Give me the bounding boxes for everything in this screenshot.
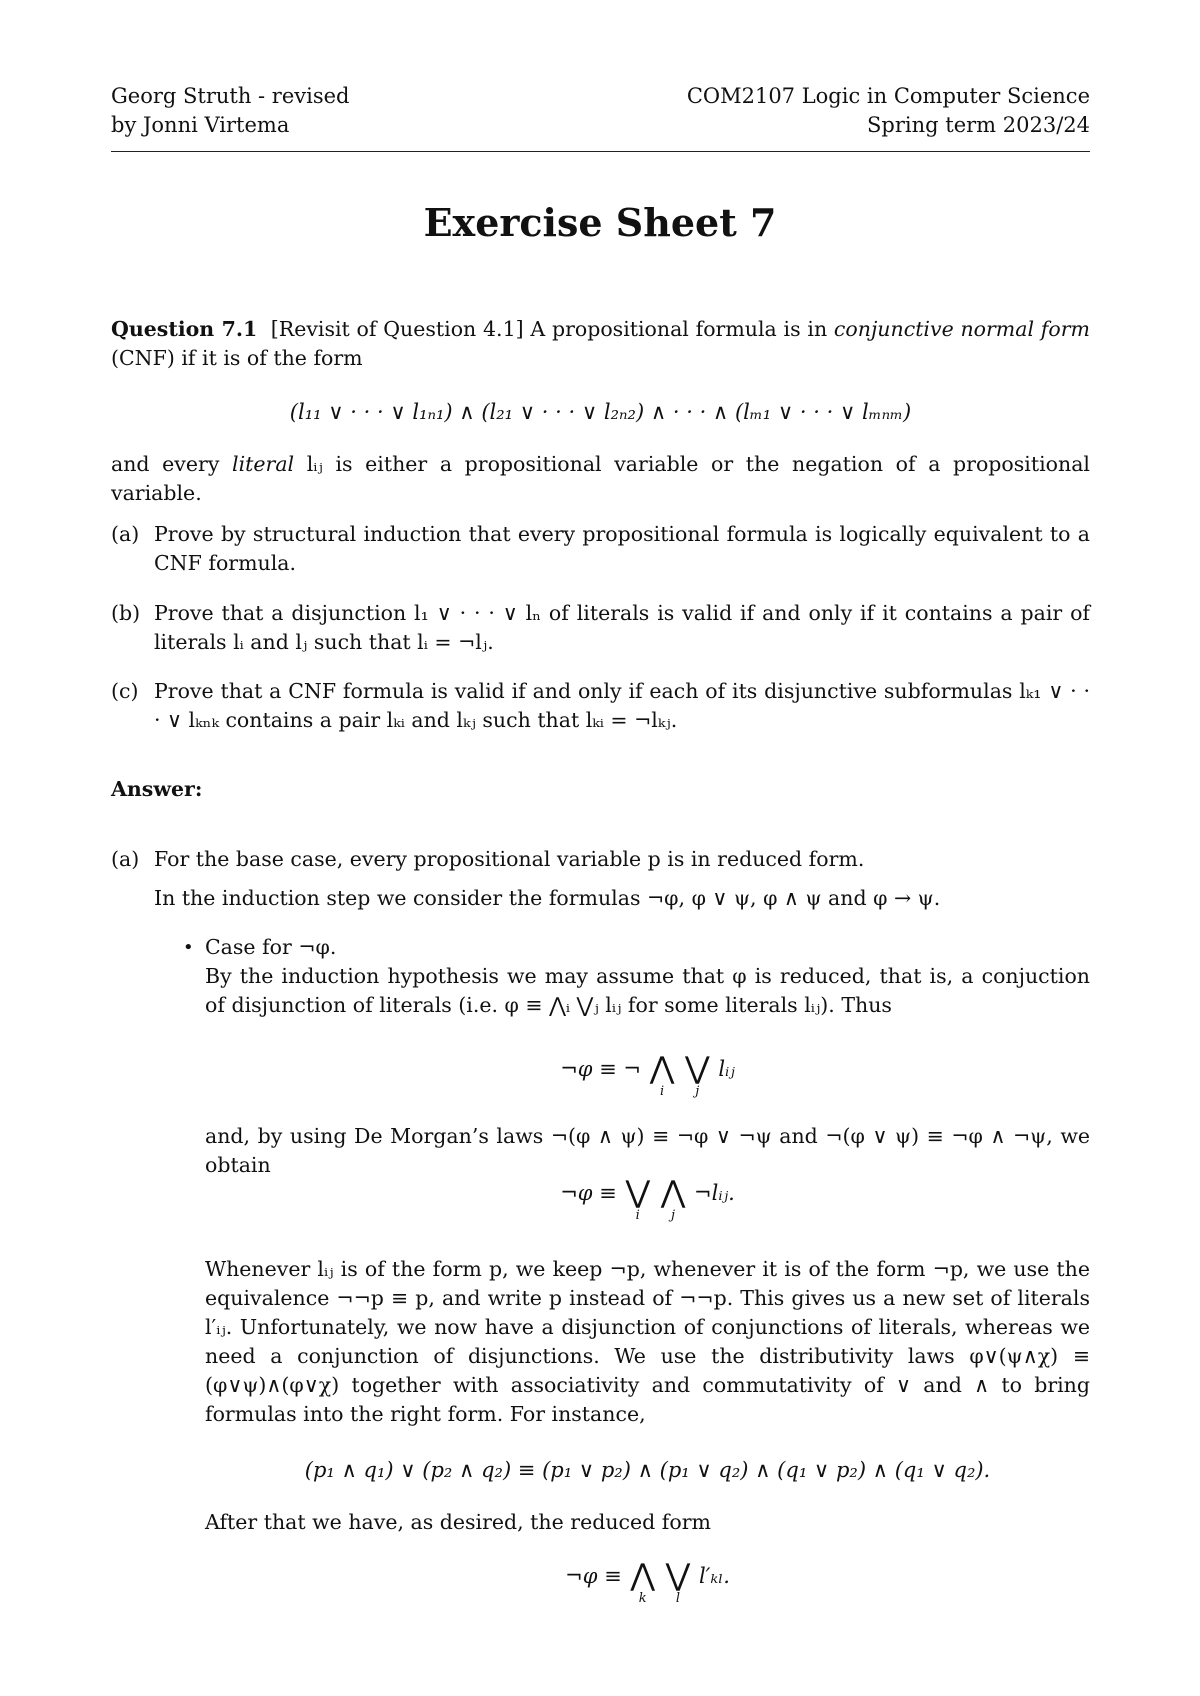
de-morgan-text: and, by using De Morgan’s laws ¬(φ ∧ ψ) ≡ ¬φ ∨ ¬ψ and ¬(φ ∨ ψ) ≡ ¬φ ∧ ¬ψ, we obtain [205, 1124, 1090, 1177]
header-left [111, 82, 350, 140]
eq1-lhs: ¬φ ≡ ¬ [560, 1057, 642, 1081]
whenever-paragraph: Whenever lᵢⱼ is of the form p, we keep ¬p, whenever it is of the form ¬p, we use the equivalence ¬¬p ≡ p, and write p instead of ¬¬p. This gives us a new set of literals l′ᵢⱼ. Unfortunately, we now have a disjunction of conjunctions of literals, whereas we need a conjunction of disjunctions. We use the distributivity laws φ∨(ψ∧χ) ≡ (φ∨ψ)∧(φ∨χ) together with associativity and commutativity of ∨ and ∧ to bring formulas into the right form. For instance, [205, 1257, 1090, 1426]
index-j: j [695, 1084, 700, 1099]
eq1-rhs: lᵢⱼ [718, 1057, 735, 1081]
question-intro-emphasis: conjunctive normal form [833, 317, 1090, 341]
index-l: l [675, 1591, 681, 1606]
big-and-operator [661, 1177, 686, 1223]
part-text: Prove that a CNF formula is valid if and only if each of its disjunctive subformulas lₖ₁ ∨ · · · ∨ lₖₙₖ contains a pair lₖᵢ and lₖⱼ such that lₖᵢ = ¬lₖⱼ. [154, 679, 1090, 732]
question-part-a [111, 520, 1090, 578]
term-line: Spring term 2023/24 [867, 113, 1090, 137]
big-and-symbol: ⋀ [660, 1175, 686, 1210]
eq3-lhs: ¬φ ≡ [565, 1564, 622, 1588]
reviser-line: by Jonni Virtema [111, 113, 290, 137]
part-label: (a) [111, 522, 140, 546]
eq2-lhs: ¬φ ≡ [560, 1181, 617, 1205]
part-label: (a) [111, 847, 140, 871]
header-right [687, 82, 1090, 140]
big-and-symbol: ⋀ [649, 1051, 675, 1086]
big-or-symbol: ⋁ [685, 1051, 710, 1086]
equation-2 [205, 1177, 1090, 1223]
answer-part-a [111, 845, 1090, 874]
part-label: (b) [111, 601, 141, 625]
literal-def-emphasis: literal [232, 452, 295, 476]
part-label: (c) [111, 679, 139, 703]
answer-heading-text: Answer: [111, 777, 203, 801]
big-or-operator [625, 1177, 650, 1223]
index-i: i [635, 1208, 640, 1223]
induction-step-text: In the induction step we consider the formulas ¬φ, φ ∨ ψ, φ ∧ ψ and φ → ψ. [154, 886, 941, 910]
case-title: Case for ¬φ. [205, 935, 337, 959]
author-line: Georg Struth - revised [111, 84, 350, 108]
base-case-text: For the base case, every propositional variable p is in reduced form. [154, 847, 865, 871]
big-or-operator [666, 1560, 691, 1606]
literal-def-b: lᵢⱼ is either a propositional variable or the negation of a propositional variable. [111, 452, 1090, 505]
cnf-form-formula: (l₁₁ ∨ · · · ∨ l₁ₙ₁) ∧ (l₂₁ ∨ · · · ∨ l₂ₙ₂) ∧ · · · ∧ (lₘ₁ ∨ · · · ∨ lₘₙₘ) [289, 400, 912, 424]
literal-definition [111, 450, 1090, 508]
part-text: Prove by structural induction that every propositional formula is logically equivalent to a CNF formula. [154, 522, 1090, 575]
big-or-symbol: ⋁ [665, 1558, 691, 1593]
equation-3 [205, 1560, 1090, 1606]
distributivity-example: (p₁ ∧ q₁) ∨ (p₂ ∧ q₂) ≡ (p₁ ∨ p₂) ∧ (p₁ ∨ q₂) ∧ (q₁ ∨ p₂) ∧ (q₁ ∨ q₂). [304, 1458, 991, 1482]
question-intro [111, 315, 1090, 373]
question-part-c [111, 677, 1090, 735]
index-j: j [671, 1208, 676, 1223]
eq2-rhs: ¬lᵢⱼ. [694, 1181, 735, 1205]
big-and-symbol: ⋀ [630, 1558, 655, 1593]
after-text: After that we have, as desired, the reduced form [205, 1510, 711, 1534]
part-text: Prove that a disjunction l₁ ∨ · · · ∨ lₙ of literals is valid if and only if it contains a pair of literals lᵢ and lⱼ such that lᵢ = ¬lⱼ. [154, 601, 1090, 654]
bullet-icon: • [183, 937, 194, 958]
index-k: k [638, 1591, 647, 1606]
course-line: COM2107 Logic in Computer Science [686, 84, 1090, 108]
big-and-operator [650, 1053, 675, 1099]
question-intro-a: [Revisit of Question 4.1] A propositional formula is in [270, 317, 828, 341]
question-part-b [111, 599, 1090, 657]
eq3-rhs: l′ₖₗ. [698, 1564, 730, 1588]
question-label: Question 7.1 [111, 317, 258, 341]
equation-1 [205, 1053, 1090, 1099]
literal-def-a: and every [111, 452, 220, 476]
answer-heading [111, 775, 1090, 804]
hypothesis-text: By the induction hypothesis we may assume that φ is reduced, that is, a conjuction of disjunction of literals (i.e. φ ≡ ⋀ᵢ ⋁ⱼ lᵢⱼ for some literals lᵢⱼ). Thus [205, 964, 1090, 1017]
question-intro-b: (CNF) if it is of the form [111, 346, 363, 370]
big-or-symbol: ⋁ [625, 1175, 651, 1210]
header-rule [111, 151, 1090, 152]
index-i: i [659, 1084, 665, 1099]
big-and-operator [630, 1560, 655, 1606]
page-title: Exercise Sheet 7 [423, 200, 777, 245]
big-or-operator [685, 1053, 710, 1099]
